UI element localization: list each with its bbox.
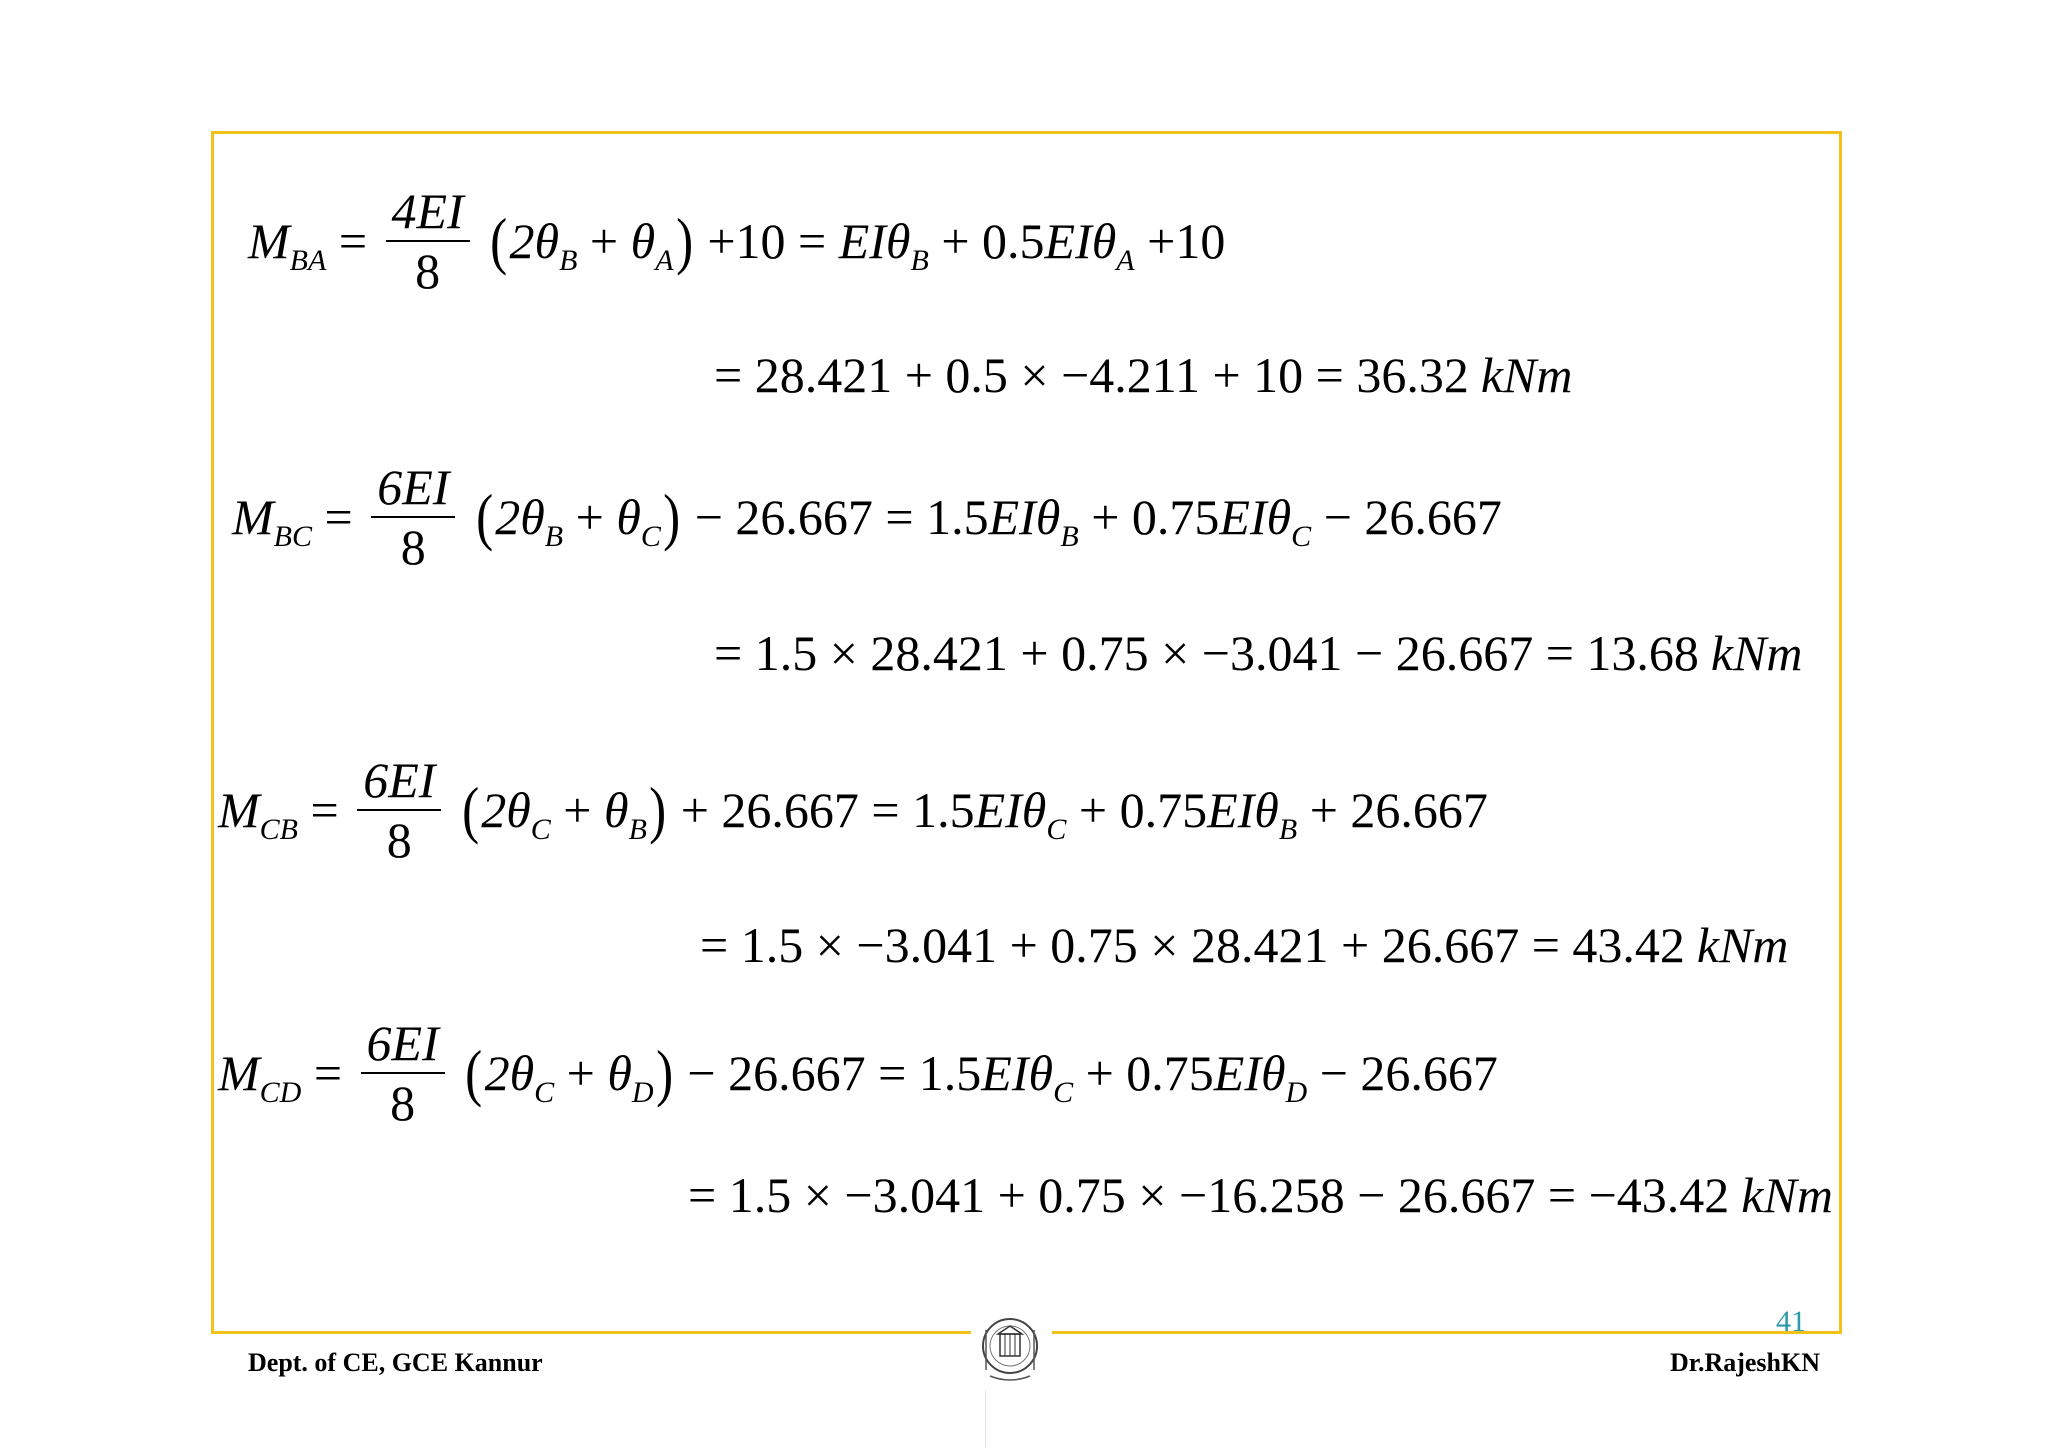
footer-author: Dr.RajeshKN	[1670, 1348, 1820, 1377]
equation-mcd: $M_{CD}$ = $\frac{6EI}{8}$ $(2\theta_C + \theta_D) - 26.667 = 1.5EI\theta_C + 0.75EI\theta_D - 26.667$	[218, 1015, 1498, 1131]
center-divider	[985, 1390, 986, 1448]
page-number: 41	[1776, 1305, 1806, 1338]
result-mcd: = 1.5 × −3.041 + 0.75 × −16.258 − 26.667 = −43.42 kNm	[688, 1167, 1833, 1223]
equation-mcb: $M_{CB}$ = $\frac{6EI}{8}$ $(2\theta_C + \theta_B) + 26.667 = 1.5EI\theta_C + 0.75EI\theta_B + 26.667$	[218, 752, 1488, 868]
footer-rule-right	[1052, 1331, 1842, 1334]
slide-frame	[211, 131, 1842, 1334]
college-logo-icon	[978, 1310, 1042, 1386]
result-mcb: = 1.5 × −3.041 + 0.75 × 28.421 + 26.667 = 43.42 kNm	[700, 917, 1789, 973]
result-mbc: = 1.5 × 28.421 + 0.75 × −3.041 − 26.667 = 13.68 kNm	[714, 625, 1803, 681]
result-mba: = 28.421 + 0.5 × −4.211 + 10 = 36.32 kNm	[714, 347, 1573, 403]
equation-mba: $M_{BA}$ = $\frac{4EI}{8}$ $(2\theta_B + \theta_A) +10 = EI\theta_B + 0.5EI\theta_A +10$	[248, 183, 1226, 299]
footer-department: Dept. of CE, GCE Kannur	[248, 1348, 543, 1377]
equation-mbc: $M_{BC}$ = $\frac{6EI}{8}$ $(2\theta_B + \theta_C) - 26.667 = 1.5EI\theta_B + 0.75EI\theta_C - 26.667$	[232, 459, 1502, 575]
footer-rule-left	[211, 1331, 971, 1334]
